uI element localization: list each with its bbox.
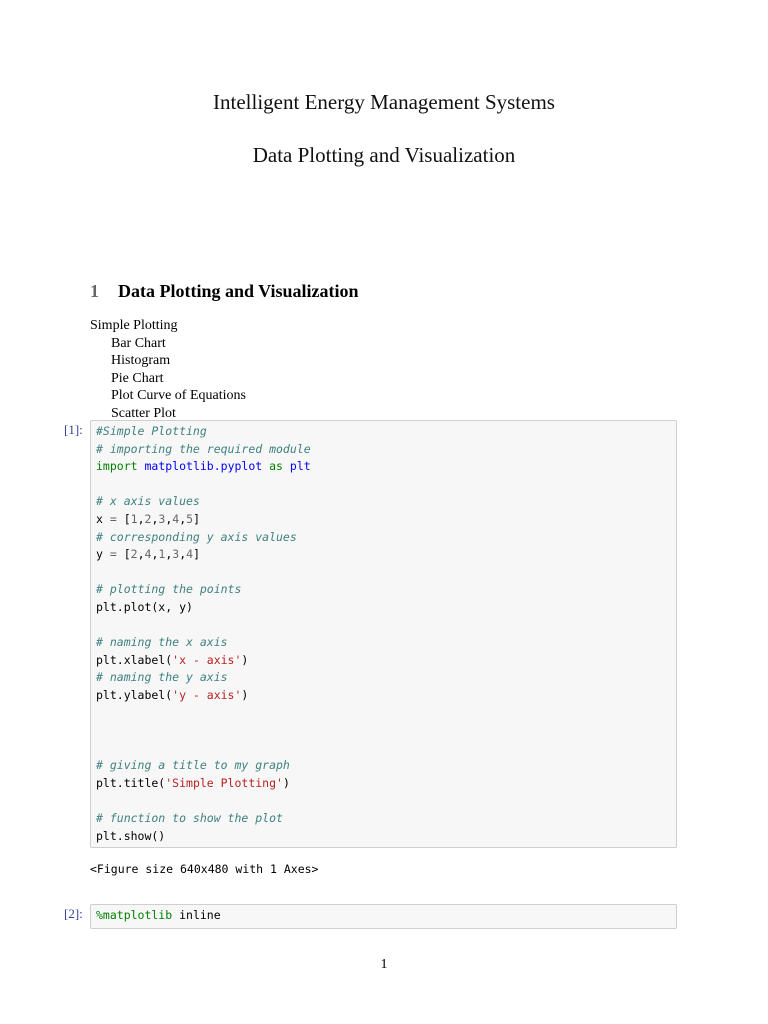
code-line: # importing the required module xyxy=(96,441,311,456)
code-line xyxy=(96,476,676,494)
code-line: # function to show the plot xyxy=(96,811,283,826)
code-line xyxy=(96,722,676,740)
code-editor[interactable] xyxy=(91,421,676,845)
code-line: %matplotlib inline xyxy=(96,908,221,922)
section-title: Data Plotting and Visualization xyxy=(118,281,359,301)
code-line: plt.ylabel('y - axis') xyxy=(96,687,249,702)
code-line xyxy=(96,705,676,723)
code-editor[interactable] xyxy=(91,905,676,925)
topic-list xyxy=(90,317,246,422)
topic-item: Scatter Plot xyxy=(111,405,176,421)
code-line xyxy=(96,617,676,635)
code-line: # giving a title to my graph xyxy=(96,758,290,773)
code-line: y = [2,4,1,3,4] xyxy=(96,547,201,562)
topic-item: Bar Chart xyxy=(111,335,166,351)
code-line: import matplotlib.pyplot as plt xyxy=(96,459,311,474)
code-line: # plotting the points xyxy=(96,582,242,597)
topic-item: Histogram xyxy=(111,353,171,368)
code-line xyxy=(96,740,676,758)
code-line: plt.plot(x, y) xyxy=(96,599,193,614)
cell-prompt: [1]: xyxy=(64,422,83,437)
page-number: 1 xyxy=(380,957,388,972)
document-title: Intelligent Energy Management Systems xyxy=(213,90,555,114)
code-line: # x axis values xyxy=(96,494,200,509)
cell-prompt: [2]: xyxy=(64,906,83,921)
code-line xyxy=(96,792,676,810)
topic-item: Pie Chart xyxy=(111,370,164,386)
code-line: # naming the x axis xyxy=(96,635,228,650)
code-cell[interactable] xyxy=(90,420,677,848)
code-line xyxy=(96,564,676,582)
code-line: plt.show() xyxy=(96,828,166,843)
code-line: plt.xlabel('x - axis') xyxy=(96,652,249,667)
topic-item: Plot Curve of Equations xyxy=(111,388,246,403)
code-line: # naming the y axis xyxy=(96,670,228,685)
cell-output: <Figure size 640x480 with 1 Axes> xyxy=(90,862,319,876)
code-line: x = [1,2,3,4,5] xyxy=(96,511,201,526)
code-cell[interactable] xyxy=(90,904,677,929)
topic-main: Simple Plotting xyxy=(90,318,178,333)
code-line: # corresponding y axis values xyxy=(96,529,297,544)
code-line: #Simple Plotting xyxy=(96,424,207,438)
document-subtitle: Data Plotting and Visualization xyxy=(252,143,516,167)
section-heading xyxy=(90,281,359,302)
section-number: 1 xyxy=(90,281,99,301)
code-line: plt.title('Simple Plotting') xyxy=(96,775,290,790)
